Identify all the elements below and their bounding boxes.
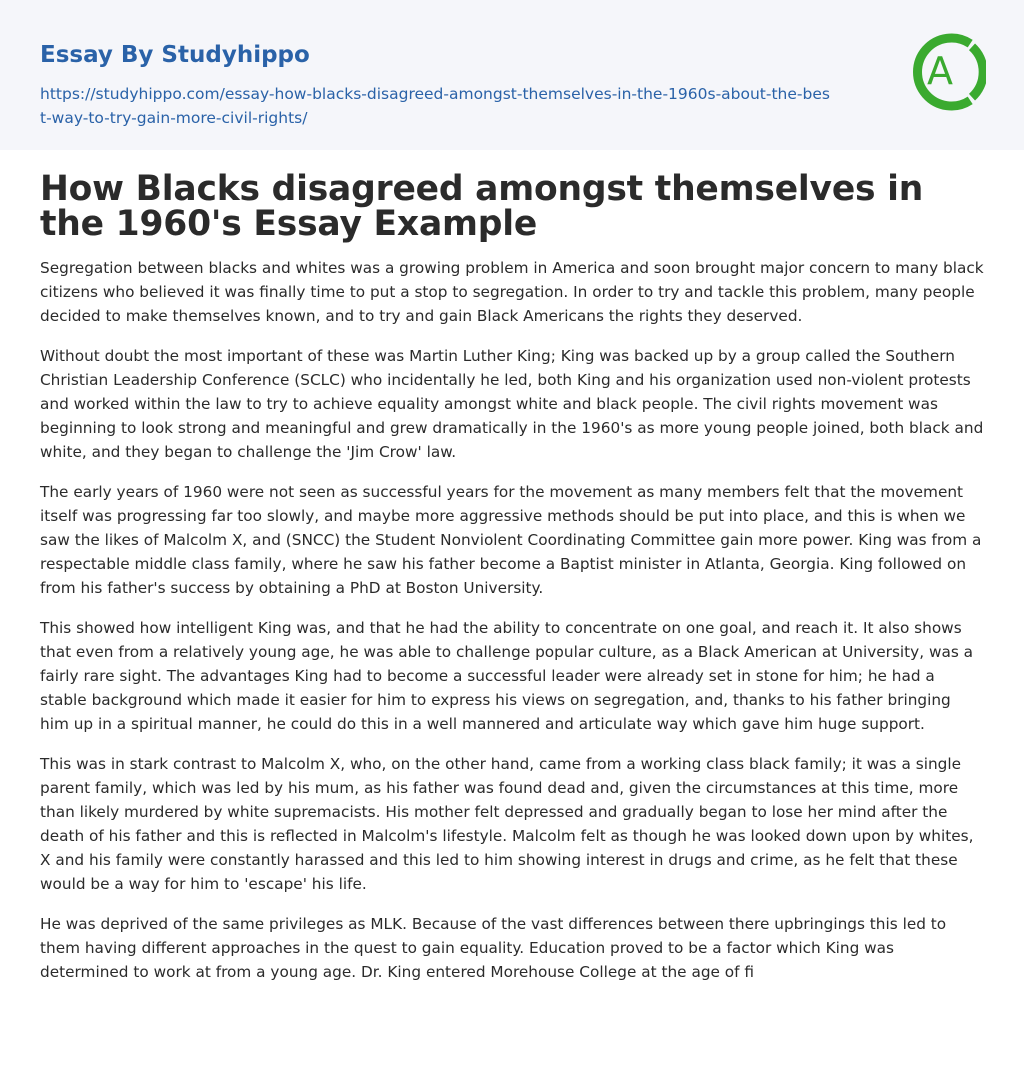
source-url-link[interactable]: https://studyhippo.com/essay-how-blacks-disagreed-amongst-themselves-in-the-1960s-about-the-best-way-to-try-gain-more-civil-rights/	[40, 85, 830, 127]
essay-paragraph: He was deprived of the same privileges as MLK. Because of the vast differences between there upbringings this led to them having different approaches in the quest to gain equality. Education proved to be a factor which King was determined to work at from a young age. Dr. King entered Morehouse College at the age of fi	[40, 915, 947, 981]
essay-paragraph: This was in stark contrast to Malcolm X, who, on the other hand, came from a working class black family; it was a single parent family, which was led by his mum, as his father was found dead and, given the circumstances at this time, more than likely murdered by white supremacists. His mother felt depressed and gradually began to lose her mind after the death of his father and this is reflected in Malcolm's lifestyle. Malcolm felt as though he was looked down upon by whites, X and his family were constantly harassed and this led to him showing interest in drugs and crime, as he felt that these would be a way for him to 'escape' his life.	[40, 755, 974, 893]
studyhippo-logo-icon[interactable]	[912, 30, 986, 114]
essay-title: How Blacks disagreed amongst themselves in the 1960's Essay Example	[40, 169, 924, 244]
logo-letter: A	[927, 49, 953, 93]
essay-paragraph: Without doubt the most important of these was Martin Luther King; King was backed up by a group called the Southern Christian Leadership Conference (SCLC) who incidentally he led, both King and his organization used non-violent protests and worked within the law to try to achieve equality amongst white and black people. The civil rights movement was beginning to look strong and meaningful and grew dramatically in the 1960's as more young people joined, both black and white, and they began to challenge the 'Jim Crow' law.	[40, 347, 984, 461]
site-header	[0, 0, 1024, 150]
article-body	[0, 169, 1024, 984]
essay-paragraph: Segregation between blacks and whites was a growing problem in America and soon brought major concern to many black citizens who believed it was finally time to put a stop to segregation. In order to try and tackle this problem, many people decided to make themselves known, and to try and gain Black Americans the rights they deserved.	[40, 259, 984, 325]
essay-paragraph: The early years of 1960 were not seen as successful years for the movement as many members felt that the movement itself was progressing far too slowly, and maybe more aggressive methods should be put into place, and this is when we saw the likes of Malcolm X, and (SNCC) the Student Nonviolent Coordinating Committee gain more power. King was from a respectable middle class family, where he saw his father become a Baptist minister in Atlanta, Georgia. King followed on from his father's success by obtaining a PhD at Boston University.	[40, 483, 982, 597]
site-brand[interactable]: Essay By Studyhippo	[40, 42, 310, 68]
essay-paragraph: This showed how intelligent King was, and that he had the ability to concentrate on one goal, and reach it. It also shows that even from a relatively young age, he was able to challenge popular culture, as a Black American at University, was a fairly rare sight. The advantages King had to become a successful leader were already set in stone for him; he had a stable background which made it easier for him to express his views on segregation, and, thanks to his father bringing him up in a spiritual manner, he could do this in a well mannered and articulate way which gave him huge support.	[40, 619, 974, 733]
